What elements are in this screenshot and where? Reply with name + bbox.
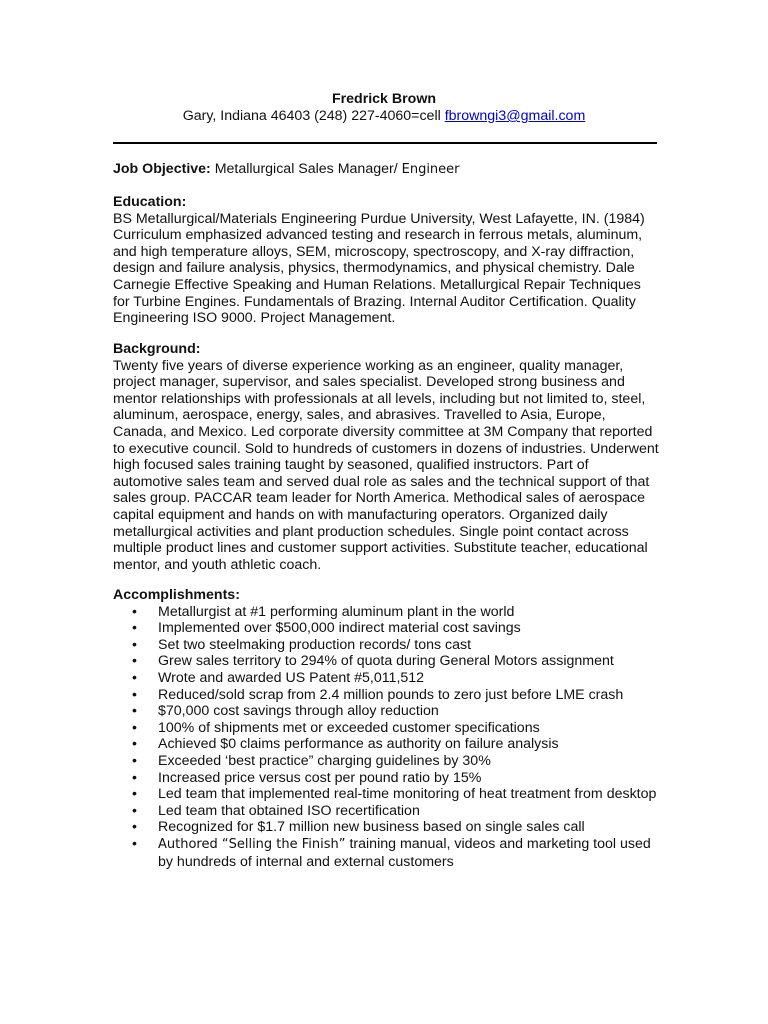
list-item: • Reduced/sold scrap from 2.4 million pounds to zero just before LME crash [132,686,624,703]
bullet-icon: • [132,802,137,819]
list-item: • Implemented over $500,000 indirect material cost savings [132,620,521,637]
accomplishments-list [113,604,661,871]
list-item: • Wrote and awarded US Patent #5,011,512 [132,669,425,686]
background-section [113,341,661,573]
list-item: • Exceeded ‘best practice” charging guidelines by 30% [132,752,491,769]
bullet-icon: • [132,669,137,686]
bullet-icon: • [132,653,137,670]
last-item-end: training manual, videos and marketing tool used by hundreds of internal and external customers [158,835,651,870]
header-divider [113,142,657,144]
candidate-name: Fredrick Brown [331,91,437,107]
bullet-icon: • [132,819,137,836]
job-objective-value: Metallurgical Sales Manager/ [210,161,402,177]
list-item: • Grew sales territory to 294% of quota during General Motors assignment [132,653,614,670]
accomplishments-section [113,587,661,870]
job-objective-value-end: Engineer [401,162,460,177]
bullet-icon: • [132,620,137,637]
list-item: • Increased price versus cost per pound ratio by 15% [132,769,482,786]
bullet-icon: • [132,603,137,620]
bullet-icon: • [132,752,137,769]
list-item: • Achieved $0 claims performance as authority on failure analysis [132,736,559,753]
contact-address-phone: Gary, Indiana 46403 (248) 227-4060=cell [182,108,445,124]
bullet-icon: • [132,835,137,852]
last-item-start: Authored “Selling the Finish” [158,836,346,852]
bullet-icon: • [132,686,137,703]
background-heading: Background: [113,341,201,357]
email-link[interactable]: fbrowngi3@gmail.com [444,108,586,124]
accomplishments-heading: Accomplishments: [113,587,240,603]
contact-line [0,108,768,124]
list-item: • Led team that implemented real-time monitoring of heat treatment from desktop [132,786,657,803]
list-item: • 100% of shipments met or exceeded customer specifications [132,719,540,736]
list-item [113,836,661,870]
background-text: Twenty five years of diverse experience working as an engineer, quality manager, project manager, supervisor, and sales specialist. Developed strong business and mentor relationships with professionals at all levels, including but not limited to, steel, aluminum, aerospace, energy, sales, and abrasives. Travelled to Asia, Europe, Canada, and Mexico. Led corporate diversity committee at 3M Company that reported to executive council. Sold to hundreds of customers in dozens of industries. Underwent high focused sales training taught by seasoned, qualified instructors. Part of automotive sales team and served dual role as sales and the technical support of that sales group. PACCAR team leader for North America. Methodical sales of aerospace capital equipment and hands on with manufacturing operators. Organized daily metallurgical activities and plant production schedules. Single point contact across multiple product lines and customer support activities. Substitute teacher, educational mentor, and youth athletic coach. [113,357,659,573]
bullet-icon: • [132,703,137,720]
bullet-icon: • [132,769,137,786]
bullet-icon: • [132,786,137,803]
job-objective-label: Job Objective: [113,161,211,177]
education-section [113,194,661,327]
list-item: • Led team that obtained ISO recertification [132,802,420,819]
bullet-icon: • [132,736,137,753]
list-item: • Set two steelmaking production records/ tons cast [132,636,472,653]
list-item: • Recognized for $1.7 million new business based on single sales call [132,819,585,836]
education-heading: Education: [113,194,187,210]
bullet-icon: • [132,719,137,736]
list-item: • $70,000 cost savings through alloy reduction [132,703,439,720]
job-objective [113,161,661,179]
list-item: • Metallurgist at #1 performing aluminum plant in the world [132,603,515,620]
education-text: BS Metallurgical/Materials Engineering Purdue University, West Lafayette, IN. (1984) Curriculum emphasized advanced testing and research in ferrous metals, aluminum, and high temperature alloys, SEM, microscopy, spectroscopy, and X-ray diffraction, design and failure analysis, physics, thermodynamics, and physical chemistry. Dale Carnegie Effective Speaking and Human Relations. Metallurgical Repair Techniques for Turbine Engines. Fundamentals of Brazing. Internal Auditor Certification. Quality Engineering ISO 9000. Project Management. [113,210,645,327]
bullet-icon: • [132,636,137,653]
